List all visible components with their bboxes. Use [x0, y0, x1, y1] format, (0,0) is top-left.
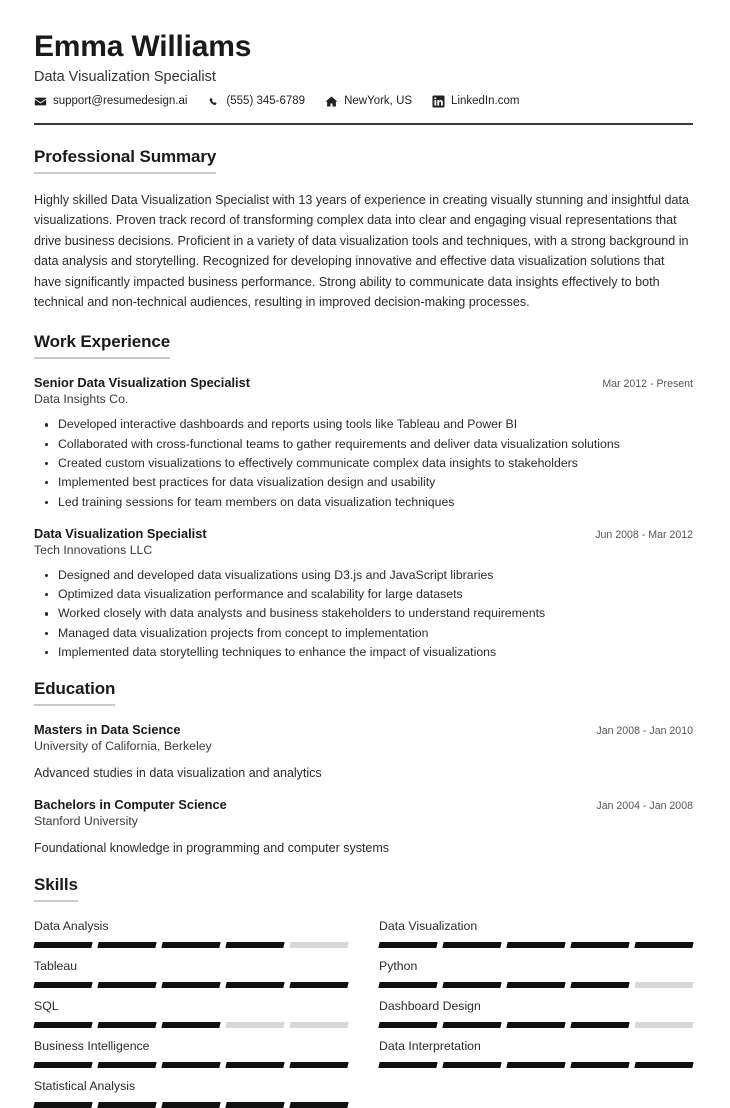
education-date: Jan 2008 - Jan 2010: [596, 725, 693, 738]
experience-entry-head: [34, 375, 693, 390]
experience-bullet: Developed interactive dashboards and reports using tools like Tableau and Power BI: [34, 415, 693, 434]
education-description: Advanced studies in data visualization and analytics: [34, 766, 322, 781]
experience-bullet: Managed data visualization projects from concept to implementation: [34, 624, 693, 643]
experience-bullet: Optimized data visualization performance and scalability for large datasets: [34, 585, 693, 604]
home-icon: [325, 95, 338, 108]
skill-level-segment: [33, 982, 92, 988]
skill-level-segment: [225, 942, 284, 948]
skill-level-bar: [34, 942, 348, 948]
experience-bullet: Created custom visualizations to effectively communicate complex data insights to stakeholders: [34, 454, 693, 473]
experience-title: Data Visualization Specialist: [34, 525, 207, 541]
contact-phone[interactable]: [207, 95, 305, 108]
skill-label: Data Analysis: [34, 918, 109, 933]
skill-level-segment: [570, 1022, 629, 1028]
candidate-name: Emma Williams: [34, 30, 252, 63]
phone-icon: [207, 95, 220, 108]
skill-item: [379, 948, 693, 988]
skill-level-bar: [34, 982, 348, 988]
section-professional-summary: [34, 147, 693, 312]
experience-organization: Data Insights Co.: [34, 392, 129, 407]
contact-phone-text: (555) 345-6789: [226, 95, 306, 107]
skill-label: Tableau: [34, 958, 78, 973]
skill-level-segment: [442, 982, 501, 988]
skill-level-segment: [225, 1062, 284, 1068]
resume-header: [34, 30, 693, 125]
experience-bullets: [34, 566, 693, 662]
education-institution: Stanford University: [34, 814, 138, 829]
skill-level-bar: [379, 942, 693, 948]
skill-level-segment: [442, 1022, 501, 1028]
skill-level-segment: [33, 942, 92, 948]
skill-level-segment: [570, 942, 629, 948]
skill-level-segment: [289, 1022, 348, 1028]
skill-level-segment: [161, 1102, 220, 1108]
experience-bullet: Implemented best practices for data visualization design and usability: [34, 473, 693, 492]
section-heading-skills: Skills: [34, 875, 78, 902]
contact-email[interactable]: [34, 95, 187, 108]
section-heading-summary: Professional Summary: [34, 147, 216, 174]
skill-level-segment: [97, 1102, 156, 1108]
skill-label: SQL: [34, 998, 59, 1013]
experience-entry: [34, 526, 693, 662]
summary-text: Highly skilled Data Visualization Specialist with 13 years of experience in creating visually stunning and insightful data visualizations. Proven track record of transforming complex data into clear and engaging visual representations that drive business decisions. Proficient in a variety of data visualization tools and techniques, with a strong background in data analysis and storytelling. Recognized for developing innovative and effective data visualization solutions that have significantly impacted business performance. Strong ability to communicate data insights effectively to both technical and non-technical audiences, resulting in improved decision-making processes.: [34, 193, 690, 309]
skill-level-segment: [289, 982, 348, 988]
skill-level-bar: [379, 982, 693, 988]
experience-bullets: [34, 415, 693, 511]
skill-level-segment: [97, 982, 156, 988]
skill-level-segment: [634, 1062, 693, 1068]
skill-level-segment: [225, 982, 284, 988]
skill-level-segment: [378, 982, 437, 988]
skill-label: Data Interpretation: [379, 1038, 481, 1053]
section-heading-education: Education: [34, 679, 115, 706]
skill-level-bar: [379, 1062, 693, 1068]
skill-level-segment: [506, 942, 565, 948]
education-degree: Masters in Data Science: [34, 722, 181, 738]
skill-label: Business Intelligence: [34, 1038, 150, 1053]
skill-level-bar: [379, 1022, 693, 1028]
header-divider: [34, 123, 693, 126]
skill-item: [34, 1068, 348, 1108]
skill-level-segment: [289, 1062, 348, 1068]
contact-linkedin[interactable]: [432, 95, 519, 108]
skill-level-segment: [225, 1022, 284, 1028]
skill-level-segment: [161, 1022, 220, 1028]
skill-label: Python: [379, 958, 418, 973]
skill-level-segment: [97, 1062, 156, 1068]
skill-level-bar: [34, 1062, 348, 1068]
skill-item: [34, 908, 348, 948]
experience-bullet: Led training sessions for team members on data visualization techniques: [34, 493, 693, 512]
skill-level-bar: [34, 1102, 348, 1108]
section-skills: [34, 875, 693, 1108]
education-entry: [34, 797, 693, 858]
skill-level-segment: [289, 942, 348, 948]
skill-label: Data Visualization: [379, 918, 478, 933]
education-degree: Bachelors in Computer Science: [34, 797, 227, 813]
skill-level-segment: [634, 1022, 693, 1028]
skill-level-segment: [634, 942, 693, 948]
experience-bullet: Worked closely with data analysts and business stakeholders to understand requirements: [34, 604, 693, 623]
section-education: [34, 679, 693, 858]
skill-level-segment: [378, 1062, 437, 1068]
education-date: Jan 2004 - Jan 2008: [596, 800, 693, 813]
education-institution: University of California, Berkeley: [34, 739, 212, 754]
education-entry-head: [34, 797, 693, 812]
experience-bullet: Designed and developed data visualizations using D3.js and JavaScript libraries: [34, 566, 693, 585]
skill-level-segment: [378, 1022, 437, 1028]
skill-level-segment: [506, 1062, 565, 1068]
skill-level-segment: [506, 982, 565, 988]
experience-bullet: Collaborated with cross-functional teams to gather requirements and deliver data visualization solutions: [34, 435, 693, 454]
contact-location[interactable]: [325, 95, 412, 108]
skill-level-segment: [506, 1022, 565, 1028]
linkedin-icon: [432, 95, 445, 108]
skill-level-bar: [34, 1022, 348, 1028]
skill-level-segment: [634, 982, 693, 988]
skill-level-segment: [289, 1102, 348, 1108]
experience-entry: [34, 375, 693, 511]
experience-bullet: Implemented data storytelling techniques to enhance the impact of visualizations: [34, 643, 693, 662]
skill-level-segment: [33, 1022, 92, 1028]
skill-level-segment: [442, 942, 501, 948]
education-entry-head: [34, 722, 693, 737]
skill-label: Statistical Analysis: [34, 1078, 136, 1093]
skill-item: [379, 1028, 693, 1068]
skill-level-segment: [378, 942, 437, 948]
contact-location-text: NewYork, US: [344, 95, 413, 107]
experience-entry-head: [34, 526, 693, 541]
experience-date: Jun 2008 - Mar 2012: [595, 528, 693, 541]
skill-level-segment: [161, 982, 220, 988]
contact-linkedin-text: LinkedIn.com: [451, 95, 520, 107]
skill-level-segment: [161, 942, 220, 948]
skill-level-segment: [33, 1062, 92, 1068]
skill-level-segment: [161, 1062, 220, 1068]
skill-item: [34, 1028, 348, 1068]
skill-label: Dashboard Design: [379, 998, 481, 1013]
experience-title: Senior Data Visualization Specialist: [34, 375, 250, 391]
skills-grid: [34, 908, 693, 1108]
skill-level-segment: [570, 1062, 629, 1068]
skill-item: [34, 948, 348, 988]
skill-item: [379, 988, 693, 1028]
section-heading-experience: Work Experience: [34, 332, 170, 359]
section-work-experience: [34, 332, 693, 662]
envelope-icon: [34, 95, 47, 108]
education-entry: [34, 722, 693, 783]
candidate-job-title: Data Visualization Specialist: [34, 68, 216, 85]
skill-level-segment: [33, 1102, 92, 1108]
skill-level-segment: [570, 982, 629, 988]
skill-level-segment: [442, 1062, 501, 1068]
skill-level-segment: [225, 1102, 284, 1108]
contact-row: [34, 95, 693, 108]
skill-item: [379, 908, 693, 948]
experience-date: Mar 2012 - Present: [602, 378, 693, 391]
education-description: Foundational knowledge in programming and computer systems: [34, 841, 390, 856]
skill-item: [34, 988, 348, 1028]
experience-organization: Tech Innovations LLC: [34, 542, 153, 557]
skill-level-segment: [97, 1022, 156, 1028]
skill-level-segment: [97, 942, 156, 948]
contact-email-text: support@resumedesign.ai: [53, 95, 188, 107]
